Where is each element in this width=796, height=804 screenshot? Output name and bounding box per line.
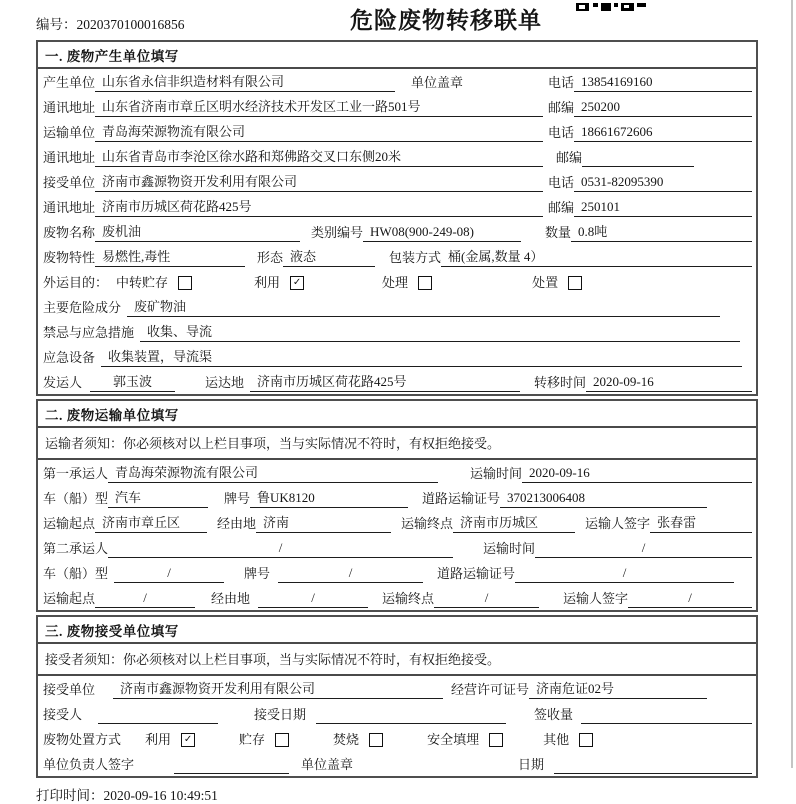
option-label: 处置 [532, 275, 559, 290]
form-title: 危险废物转移联单 [350, 8, 542, 33]
print-time-label: 打印时间： [36, 788, 104, 803]
unit-seal-label: 单位盖章 [411, 75, 464, 90]
field-hazard-component: 废矿物油 [127, 296, 720, 317]
row-transfer-purpose [38, 269, 756, 294]
print-time [36, 784, 796, 804]
field-receiver-address: 济南市历城区荷花路425号 [95, 196, 543, 217]
row-route2 [38, 585, 756, 610]
section-title: 一. 废物产生单位填写 [38, 42, 756, 69]
checkbox-utilize: ✓ [181, 733, 195, 747]
field-consignor: 郭玉波 [90, 371, 175, 392]
field-taboo-measures: 收集、导流 [140, 321, 740, 342]
field-waste-name: 废机油 [95, 221, 300, 242]
zip-label: 邮编 [556, 150, 583, 165]
field-quantity: 0.8吨 [571, 221, 752, 242]
checkbox-transit-storage [178, 276, 192, 290]
vehicle-type-label: 车（船）型 [43, 491, 109, 506]
field-transporter-address: 山东省青岛市李沧区徐水路和郑佛路交叉口东侧20米 [95, 146, 543, 167]
field-via2: / [258, 590, 368, 608]
form-header [0, 0, 796, 40]
carrier-sign-label: 运输人签字 [585, 516, 651, 531]
field-transporter-zip [582, 150, 694, 167]
field-carrier1: 青岛海荣源物流有限公司 [108, 462, 438, 483]
option-label: 利用 [254, 275, 281, 290]
transfer-time-label: 转移时间 [534, 375, 587, 390]
section-receiver [36, 615, 758, 778]
zip-label: 邮编 [547, 100, 574, 115]
section-title: 二. 废物运输单位填写 [38, 401, 756, 428]
packing-label: 包装方式 [389, 250, 442, 265]
print-time-value: 2020-09-16 10:49:51 [103, 788, 218, 803]
field-endpoint1: 济南市历城区 [453, 512, 575, 533]
receiver-notice: 接受者须知：你必须核对以上栏目事项，当与实际情况不符时，有权拒绝接受。 [38, 644, 756, 676]
field-road-permit1: 370213006408 [500, 490, 707, 508]
row-disposal-method [38, 726, 756, 751]
section-transporter [36, 399, 758, 612]
chief-sign-label: 单位负责人签字 [43, 757, 135, 772]
field-vehicle-type1: 汽车 [108, 487, 208, 508]
transport-time-label: 运输时间 [483, 541, 536, 556]
transporter-label: 运输单位 [43, 125, 96, 140]
row-second-carrier [38, 535, 756, 560]
road-permit-label: 道路运输证号 [422, 491, 501, 506]
field-via1: 济南 [256, 512, 391, 533]
row-chief-signature [38, 751, 756, 776]
disposal-option [543, 729, 593, 749]
qr-code-fragment-icon [576, 0, 650, 16]
field-carrier-sign2: / [628, 590, 752, 608]
field-carrier-sign1: 张春雷 [650, 512, 752, 533]
row-acceptor [38, 701, 756, 726]
checkbox-dispose [568, 276, 582, 290]
disposal-option [427, 729, 503, 749]
carrier2-label: 第二承运人 [43, 541, 109, 556]
field-receiver-zip: 250101 [574, 199, 752, 217]
purpose-option [382, 272, 432, 292]
field-chief-sign [174, 757, 289, 774]
row-producer [38, 69, 756, 94]
row-consignor [38, 369, 756, 394]
phone-label: 电话 [547, 175, 574, 190]
disposal-option [145, 729, 195, 749]
disposal-option [333, 729, 383, 749]
row-receiver-address [38, 194, 756, 219]
form-label: 形态 [257, 250, 284, 265]
option-label: 处理 [382, 275, 409, 290]
endpoint-label: 运输终点 [401, 516, 454, 531]
field-endpoint2: / [434, 590, 539, 608]
row-producer-address [38, 94, 756, 119]
character-label: 废物特性 [43, 250, 96, 265]
transport-time-label: 运输时间 [470, 466, 523, 481]
field-transfer-time: 2020-09-16 [586, 374, 752, 392]
field-category-code: HW08(900-249-08) [363, 224, 521, 242]
field-producer-phone: 13854169160 [574, 74, 752, 92]
row-vehicle1 [38, 485, 756, 510]
row-route1 [38, 510, 756, 535]
row-transporter [38, 119, 756, 144]
purpose-option [254, 272, 304, 292]
row-emergency-equipment [38, 344, 756, 369]
row-first-carrier [38, 460, 756, 485]
field-origin1: 济南市章丘区 [95, 512, 207, 533]
category-label: 类别编号 [311, 225, 364, 240]
field-receiver-phone: 0531-82095390 [574, 174, 752, 192]
field-road-permit2: / [515, 565, 734, 583]
origin-label: 运输起点 [43, 591, 96, 606]
purpose-option [532, 272, 582, 292]
transporter-notice: 运输者须知：你必须核对以上栏目事项，当与实际情况不符时，有权拒绝接受。 [38, 428, 756, 460]
receiver-unit-label: 接受单位 [43, 682, 96, 697]
field-license: 济南危证02号 [529, 678, 707, 699]
phone-label: 电话 [547, 125, 574, 140]
field-accept-date [316, 707, 506, 724]
purpose-label: 外运目的： [43, 275, 109, 290]
serial-label: 编号： [36, 17, 77, 32]
section-producer [36, 40, 758, 396]
field-transport-time2: / [535, 540, 752, 558]
field-producer-name: 山东省永信非织造材料有限公司 [95, 71, 395, 92]
row-accept-unit [38, 676, 756, 701]
field-receiver-unit: 济南市鑫源物资开发利用有限公司 [113, 678, 443, 699]
field-receiver-name: 济南市鑫源物资开发利用有限公司 [95, 171, 543, 192]
via-label: 经由地 [211, 591, 251, 606]
checkbox-storage [275, 733, 289, 747]
field-transporter-name: 青岛海荣源物流有限公司 [95, 121, 543, 142]
hazard-label: 主要危险成分 [43, 300, 122, 315]
license-label: 经营许可证号 [451, 682, 530, 697]
row-waste-character [38, 244, 756, 269]
acceptor-label: 接受人 [43, 707, 83, 722]
disposal-label: 废物处置方式 [43, 732, 122, 747]
page-right-edge [791, 0, 793, 768]
road-permit-label: 道路运输证号 [437, 566, 516, 581]
receiver-label: 接受单位 [43, 175, 96, 190]
field-sign-qty [581, 707, 752, 724]
purpose-option [116, 272, 192, 292]
field-producer-address: 山东省济南市章丘区明水经济技术开发区工业一路501号 [95, 96, 543, 117]
address-label: 通讯地址 [43, 200, 96, 215]
option-label: 安全填埋 [427, 732, 480, 747]
endpoint-label: 运输终点 [382, 591, 435, 606]
plate-label: 牌号 [224, 491, 251, 506]
carrier-sign-label: 运输人签字 [563, 591, 629, 606]
field-packing: 桶(金属,数量 4） [441, 246, 752, 267]
option-label: 焚烧 [333, 732, 360, 747]
field-origin2: / [95, 590, 195, 608]
field-transporter-phone: 18661672606 [574, 124, 752, 142]
disposal-option [239, 729, 289, 749]
unit-seal-label: 单位盖章 [301, 757, 354, 772]
producer-label: 产生单位 [43, 75, 96, 90]
row-vehicle2 [38, 560, 756, 585]
checkbox-other [579, 733, 593, 747]
taboo-label: 禁忌与应急措施 [43, 325, 135, 340]
zip-label: 邮编 [547, 200, 574, 215]
row-hazard-component [38, 294, 756, 319]
waste-name-label: 废物名称 [43, 225, 96, 240]
row-waste-name [38, 219, 756, 244]
phone-label: 电话 [547, 75, 574, 90]
row-transporter-address [38, 144, 756, 169]
quantity-label: 数量 [545, 225, 572, 240]
field-vehicle-type2: / [114, 565, 224, 583]
consignor-label: 发运人 [43, 375, 83, 390]
field-destination: 济南市历城区荷花路425号 [250, 371, 520, 392]
address-label: 通讯地址 [43, 100, 96, 115]
checkbox-treat [418, 276, 432, 290]
checkbox-incinerate [369, 733, 383, 747]
field-producer-zip: 250200 [574, 99, 752, 117]
row-taboo-measures [38, 319, 756, 344]
field-form: 液态 [283, 246, 375, 267]
field-character: 易燃性,毒性 [95, 246, 245, 267]
field-plate1: 鲁UK8120 [250, 487, 408, 508]
option-label: 利用 [145, 732, 172, 747]
option-label: 贮存 [239, 732, 266, 747]
field-transport-time1: 2020-09-16 [522, 465, 752, 483]
section-title: 三. 废物接受单位填写 [38, 617, 756, 644]
plate-label: 牌号 [244, 566, 271, 581]
destination-label: 运达地 [205, 375, 245, 390]
field-carrier2: / [108, 540, 453, 558]
equipment-label: 应急设备 [43, 350, 96, 365]
vehicle-type-label: 车（船）型 [43, 566, 109, 581]
carrier1-label: 第一承运人 [43, 466, 109, 481]
field-date [554, 757, 752, 774]
serial-value: 2020370100016856 [76, 17, 185, 32]
checkbox-landfill [489, 733, 503, 747]
origin-label: 运输起点 [43, 516, 96, 531]
field-acceptor [98, 707, 218, 724]
row-receiver [38, 169, 756, 194]
date-label: 日期 [518, 757, 545, 772]
field-emergency-equipment: 收集装置，导流渠 [101, 346, 742, 367]
field-plate2: / [278, 565, 423, 583]
via-label: 经由地 [217, 516, 257, 531]
sign-qty-label: 签收量 [534, 707, 574, 722]
option-label: 中转贮存 [116, 275, 169, 290]
option-label: 其他 [543, 732, 570, 747]
serial-number [36, 13, 185, 33]
checkbox-utilize: ✓ [290, 276, 304, 290]
address-label: 通讯地址 [43, 150, 96, 165]
accept-date-label: 接受日期 [254, 707, 307, 722]
